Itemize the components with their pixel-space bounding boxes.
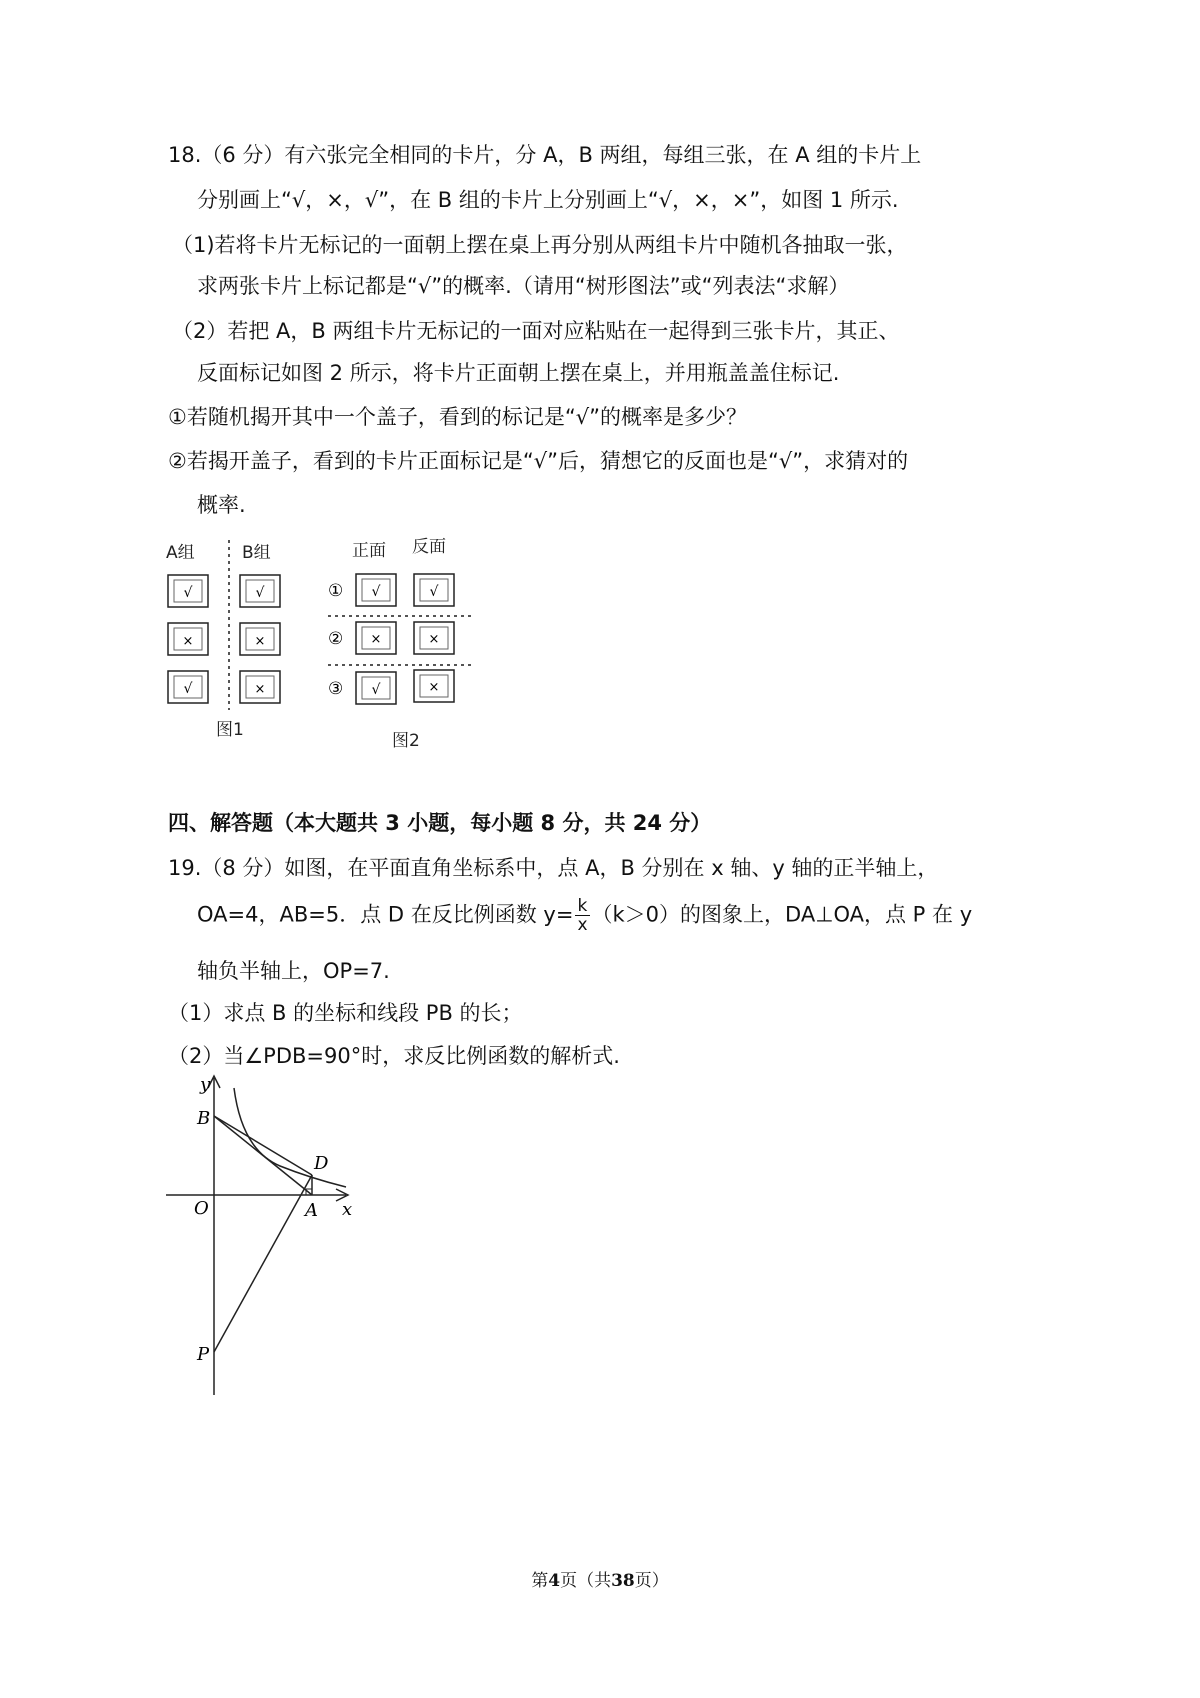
card-figures (160, 530, 490, 760)
label-a: A (305, 1200, 318, 1221)
row-number: ③ (328, 679, 344, 699)
card-mark: × (428, 680, 440, 695)
q18-line4: 求两张卡片上标记都是“√”的概率.（请用“树形图法”或“列表法“求解） (197, 274, 850, 298)
q18-line2: 分别画上“√，×，√”，在 B 组的卡片上分别画上“√，×，×”，如图 1 所示. (197, 188, 899, 212)
label-o: O (194, 1198, 209, 1219)
card-mark: √ (371, 584, 381, 600)
card-mark: × (182, 634, 194, 649)
figure1-caption: 图1 (216, 720, 244, 740)
segment-bd (214, 1116, 312, 1175)
q18-line8: ②若揭开盖子，看到的卡片正面标记是“√”后，猜想它的反面也是“√”，求猜对的 (168, 449, 909, 473)
q18-line1: 18.（6 分）有六张完全相同的卡片，分 A，B 两组，每组三张，在 A 组的卡片上 (168, 143, 922, 167)
q18-line3: （1)若将卡片无标记的一面朝上摆在桌上再分别从两组卡片中随机各抽取一张， (172, 233, 908, 257)
q18-line6: 反面标记如图 2 所示，将卡片正面朝上摆在桌上，并用瓶盖盖住标记. (197, 361, 840, 385)
figure2-caption: 图2 (392, 731, 420, 751)
q19-line2 (197, 897, 972, 934)
footer-mid: 页（共 (560, 1571, 612, 1591)
fraction-denominator: x (577, 915, 588, 935)
q19-line3: 轴负半轴上，OP=7. (197, 959, 390, 983)
q19-line2-pre: OA=4，AB=5．点 D 在反比例函数 y= (197, 902, 574, 927)
label-y: y (200, 1074, 211, 1095)
q18-line7: ①若随机揭开其中一个盖子，看到的标记是“√”的概率是多少？ (168, 405, 747, 429)
q19-line5: （2）当∠PDB=90°时，求反比例函数的解析式. (168, 1044, 620, 1068)
label-p: P (197, 1344, 210, 1365)
q19-line4: （1）求点 B 的坐标和线段 PB 的长； (168, 1001, 523, 1025)
footer-total-pages: 38 (611, 1571, 635, 1591)
label-b: B (197, 1108, 211, 1129)
coordinate-figure (160, 1070, 370, 1400)
row-number: ① (328, 581, 344, 601)
label-x: x (342, 1199, 353, 1220)
card-mark: √ (255, 585, 265, 601)
row-number: ② (328, 629, 344, 649)
footer-post: 页） (634, 1571, 669, 1591)
segment-pd (214, 1175, 312, 1352)
front-label: 正面 (352, 541, 386, 561)
card-mark: × (254, 682, 266, 697)
q18-line9: 概率. (197, 493, 246, 517)
card-mark: × (370, 632, 382, 647)
label-d: D (314, 1153, 329, 1174)
fraction-numerator: k (575, 897, 589, 916)
card-mark: √ (429, 584, 439, 600)
section-4-title: 四、解答题（本大题共 3 小题，每小题 8 分，共 24 分） (168, 811, 712, 835)
q19-line2-post: （k＞0）的图象上，DA⊥OA，点 P 在 y (591, 902, 973, 927)
page-footer (0, 1566, 1200, 1591)
card-mark: √ (183, 681, 193, 697)
fraction-k-over-x (575, 897, 589, 934)
q18-line5: （2）若把 A，B 两组卡片无标记的一面对应粘贴在一起得到三张卡片，其正、 (172, 319, 900, 343)
card-mark: × (254, 634, 266, 649)
card-mark: √ (371, 682, 381, 698)
back-label: 反面 (412, 537, 446, 557)
group-a-cards (168, 575, 208, 703)
card-mark: × (428, 632, 440, 647)
segment-ba (214, 1116, 312, 1195)
q19-line1: 19.（8 分）如图，在平面直角坐标系中，点 A，B 分别在 x 轴、y 轴的正半轴上， (168, 856, 939, 880)
group-b-cards (240, 575, 280, 703)
footer-page-number: 4 (548, 1571, 561, 1591)
footer-pre: 第 (531, 1571, 549, 1591)
card-mark: √ (183, 585, 193, 601)
group-b-label: B组 (242, 543, 271, 563)
group-a-label: A组 (166, 543, 195, 563)
